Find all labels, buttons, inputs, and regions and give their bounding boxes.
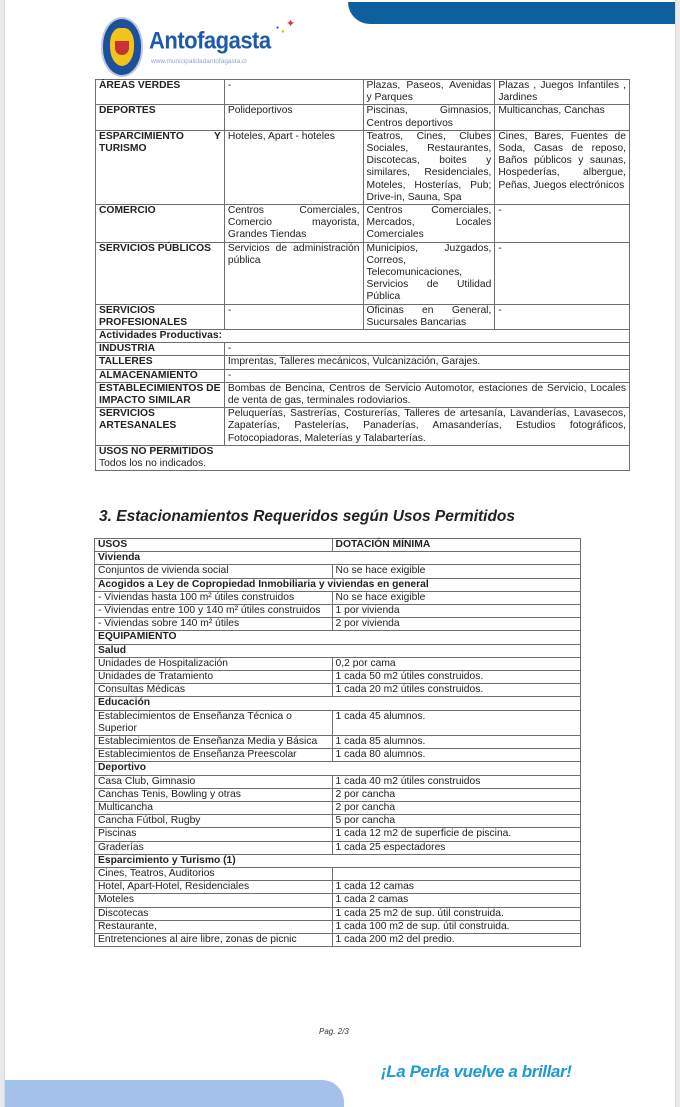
group-label: Esparcimiento y Turismo (1)	[95, 854, 581, 867]
table-row	[95, 907, 581, 920]
use-cell: Plazas, Paseos, Avenidas y Parques	[363, 80, 495, 105]
group-label: Vivienda	[95, 552, 581, 565]
uso-cell: Casa Club, Gimnasio	[95, 775, 333, 788]
table-row	[95, 788, 581, 801]
use-cell: Plazas , Juegos Infantiles , Jardines	[495, 80, 630, 105]
brand-name: Antofagasta	[149, 26, 271, 54]
table-row	[95, 736, 581, 749]
dotacion-cell: 1 cada 85 alumnos.	[332, 736, 580, 749]
table-row	[95, 710, 581, 735]
header-blue-band	[348, 2, 676, 24]
use-cell: Cines, Bares, Fuentes de Soda, Casas de reposo, Baños públicos y saunas, Hospederías, albergue, Peñas, Juegos electrónicos	[495, 130, 630, 204]
dotacion-cell: 1 cada 40 m2 útiles construidos	[332, 775, 580, 788]
productive-category: INDUSTRIA	[96, 343, 225, 356]
uso-cell: Multicancha	[95, 802, 333, 815]
uso-cell: Establecimientos de Enseñanza Técnica o Superior	[95, 710, 333, 735]
use-cell: Polideportivos	[224, 105, 363, 130]
productive-value: Peluquerías, Sastrerías, Costurerías, Talleres de artesanía, Lavanderías, Lavasecos, Zapaterías, Pastelerías, Panaderías, Amasanderías, Estudios fotográficos, Fotocopiadoras, Maleterías y Talabarterías.	[224, 408, 629, 446]
uso-cell: Consultas Médicas	[95, 684, 333, 697]
table-row	[95, 894, 581, 907]
table-row	[95, 775, 581, 788]
use-category: DEPORTES	[96, 105, 225, 130]
use-cell: Multicanchas, Canchas	[495, 105, 630, 130]
dotacion-cell: 2 por cancha	[332, 802, 580, 815]
table-row	[95, 684, 581, 697]
productive-value: Bombas de Bencina, Centros de Servicio Automotor, estaciones de Servicio, Locales de venta de gas, terminales rodoviarios.	[224, 382, 629, 407]
table-row	[96, 369, 630, 382]
uso-cell: Restaurante,	[95, 920, 333, 933]
dotacion-cell: 0,2 por cama	[332, 657, 580, 670]
uso-cell: Moteles	[95, 894, 333, 907]
group-row	[95, 762, 581, 775]
use-cell: Municipios, Juzgados, Correos, Telecomunicaciones, Servicios de Utilidad Pública	[363, 242, 495, 304]
footer-blue-band	[5, 1080, 344, 1107]
dotacion-cell: 1 cada 45 alumnos.	[332, 710, 580, 735]
uso-cell: Establecimientos de Enseñanza Media y Básica	[95, 736, 333, 749]
uso-cell: Cines, Teatros, Auditorios	[95, 868, 333, 881]
not-permitted-value: Todos los no indicados.	[99, 458, 207, 470]
group-label: Deportivo	[95, 762, 581, 775]
uso-cell: Hotel, Apart-Hotel, Residenciales	[95, 881, 333, 894]
dotacion-cell: 2 por cancha	[332, 788, 580, 801]
table-row	[96, 105, 630, 130]
use-cell: Oficinas en General, Sucursales Bancarias	[363, 304, 495, 329]
uso-cell: Unidades de Tratamiento	[95, 671, 333, 684]
table-row	[96, 356, 630, 369]
dotacion-cell: 1 cada 25 m2 de sup. útil construida.	[332, 907, 580, 920]
table-row	[96, 205, 630, 243]
table-row	[95, 828, 581, 841]
dotacion-cell: 5 por cancha	[332, 815, 580, 828]
group-label: Acogidos a Ley de Copropiedad Inmobiliaria y viviendas en general	[95, 578, 581, 591]
group-row	[95, 697, 581, 710]
not-permitted-cell	[96, 445, 630, 470]
group-row	[95, 578, 581, 591]
uso-cell: - Viviendas hasta 100 m² útiles construidos	[95, 591, 333, 604]
not-permitted-label: USOS NO PERMITIDOS	[99, 445, 214, 457]
dotacion-cell: 1 cada 2 camas	[332, 894, 580, 907]
use-cell: -	[495, 242, 630, 304]
dotacion-cell: 1 cada 50 m2 útiles construidos.	[332, 671, 580, 684]
uso-cell: Discotecas	[95, 907, 333, 920]
dotacion-cell	[332, 868, 580, 881]
table-row	[96, 408, 630, 446]
dotacion-cell: No se hace exigible	[332, 591, 580, 604]
document-page	[4, 0, 676, 1107]
productive-header: Actividades Productivas:	[96, 330, 630, 343]
use-category: ÁREAS VERDES	[96, 80, 225, 105]
table-header-row	[95, 539, 581, 552]
table-row	[96, 242, 630, 304]
group-row	[95, 854, 581, 867]
group-row	[95, 631, 581, 644]
dotacion-cell: 1 cada 100 m2 de sup. útil construida.	[332, 920, 580, 933]
sparkle-icon: ●	[281, 29, 285, 35]
table-row	[96, 330, 630, 343]
dotacion-cell: 1 cada 200 m2 del predio.	[332, 934, 580, 947]
use-cell: Teatros, Cines, Clubes Sociales, Restaurantes, Discotecas, boites y similares, Residenciales, Moteles, Hosterías, Pub; Drive-in, Sauna, Spa	[363, 130, 495, 204]
table-row	[95, 802, 581, 815]
brand-url: www.municipalidadantofagasta.cl	[151, 58, 247, 65]
productive-value: Imprentas, Talleres mecánicos, Vulcanización, Garajes.	[224, 356, 629, 369]
use-cell: -	[495, 304, 630, 329]
use-category: ESPARCIMIENTO Y TURISMO	[96, 130, 225, 204]
use-cell: Centros Comerciales, Mercados, Locales Comerciales	[363, 205, 495, 243]
group-label: Educación	[95, 697, 581, 710]
uso-cell: Entretenciones al aire libre, zonas de picnic	[95, 934, 333, 947]
table-row	[95, 657, 581, 670]
dotacion-cell: 1 cada 12 camas	[332, 881, 580, 894]
table-row	[95, 881, 581, 894]
use-cell: Centros Comerciales, Comercio mayorista, Grandes Tiendas	[224, 205, 363, 243]
table-row	[95, 565, 581, 578]
section-title: 3. Estacionamientos Requeridos según Usos Permitidos	[99, 508, 516, 525]
productive-category: SERVICIOS ARTESANALES	[96, 408, 225, 446]
table-row	[96, 304, 630, 329]
page-number: Pag. 2/3	[319, 1027, 349, 1036]
column-header-dotacion: DOTACIÓN MÍNIMA	[332, 539, 580, 552]
group-label: Salud	[95, 644, 581, 657]
column-header-usos: USOS	[95, 539, 333, 552]
use-category: COMERCIO	[96, 205, 225, 243]
use-cell: Servicios de administración pública	[224, 242, 363, 304]
table-row	[95, 605, 581, 618]
table-row	[96, 445, 630, 470]
use-cell: Hoteles, Apart - hoteles	[224, 130, 363, 204]
table-row	[95, 815, 581, 828]
group-row	[95, 644, 581, 657]
uso-cell: Canchas Tenis, Bowling y otras	[95, 788, 333, 801]
productive-category: ESTABLECIMIENTOS DE IMPACTO SIMILAR	[96, 382, 225, 407]
table-row	[95, 671, 581, 684]
dotacion-cell: 1 cada 20 m2 útiles construidos.	[332, 684, 580, 697]
table-row	[96, 343, 630, 356]
parking-requirements-table	[94, 538, 581, 947]
table-row	[95, 749, 581, 762]
uso-cell: Cancha Fútbol, Rugby	[95, 815, 333, 828]
table-row	[95, 618, 581, 631]
star-icon: ✦	[286, 18, 296, 30]
dotacion-cell: No se hace exigible	[332, 565, 580, 578]
municipality-logo	[101, 17, 301, 79]
dotacion-cell: 1 por vivienda	[332, 605, 580, 618]
dotacion-cell: 1 cada 80 alumnos.	[332, 749, 580, 762]
uso-cell: Graderías	[95, 841, 333, 854]
group-row	[95, 552, 581, 565]
uso-cell: - Viviendas sobre 140 m² útiles	[95, 618, 333, 631]
dotacion-cell: 1 cada 25 espectadores	[332, 841, 580, 854]
crest-icon	[101, 17, 143, 77]
slogan: ¡La Perla vuelve a brillar!	[381, 1062, 572, 1081]
table-row	[95, 868, 581, 881]
use-category: SERVICIOS PÚBLICOS	[96, 242, 225, 304]
table-row	[95, 591, 581, 604]
productive-category: ALMACENAMIENTO	[96, 369, 225, 382]
table-row	[96, 80, 630, 105]
uso-cell: Unidades de Hospitalización	[95, 657, 333, 670]
sparkle-icon: ●	[276, 25, 280, 31]
use-cell: -	[224, 80, 363, 105]
uso-cell: Establecimientos de Enseñanza Preescolar	[95, 749, 333, 762]
use-cell: -	[224, 304, 363, 329]
use-category: SERVICIOS PROFESIONALES	[96, 304, 225, 329]
permitted-uses-table	[95, 79, 630, 471]
table-row	[95, 920, 581, 933]
uso-cell: Piscinas	[95, 828, 333, 841]
productive-category: TALLERES	[96, 356, 225, 369]
uso-cell: Conjuntos de vivienda social	[95, 565, 333, 578]
uso-cell: - Viviendas entre 100 y 140 m² útiles construidos	[95, 605, 333, 618]
dotacion-cell: 1 cada 12 m2 de superficie de piscina.	[332, 828, 580, 841]
use-cell: -	[495, 205, 630, 243]
group-label: EQUIPAMIENTO	[95, 631, 581, 644]
productive-value: -	[224, 369, 629, 382]
use-cell: Piscinas, Gimnasios, Centros deportivos	[363, 105, 495, 130]
dotacion-cell: 2 por vivienda	[332, 618, 580, 631]
table-row	[95, 841, 581, 854]
table-row	[96, 382, 630, 407]
productive-value: -	[224, 343, 629, 356]
table-row	[95, 934, 581, 947]
table-row	[96, 130, 630, 204]
